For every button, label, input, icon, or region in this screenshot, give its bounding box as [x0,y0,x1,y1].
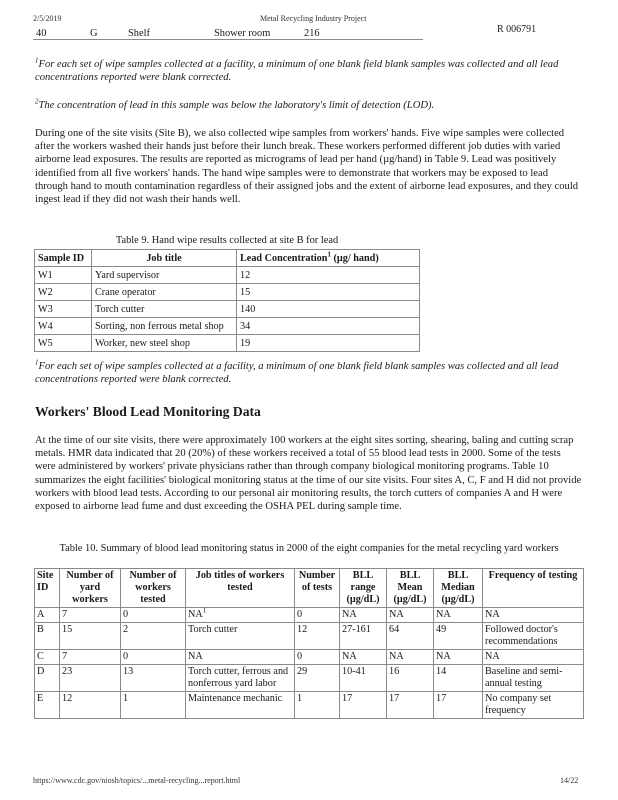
table-row: W5 Worker, new steel shop 19 [35,335,420,352]
table-row: B 15 2 Torch cutter 12 27-161 64 49 Followed doctor's recommendations [35,623,584,650]
table-row: E 12 1 Maintenance mechanic 1 17 17 17 No company set frequency [35,692,584,719]
paragraph-hand-wipes: During one of the site visits (Site B), we also collected wipe samples from workers' hands. Five wipe samples were collected after the workers washed their hands just before their lunch break. These workers performed different job duties with varied airborne lead exposures. The results are reported as micrograms of lead per hand (µg/hand) in Table 9. Lead was positively identified from all five workers' hands. The hand wipe samples were to demonstrate that workers may be exposed to lead through hand to mouth contamination regardless of their assigned jobs and the extent of airborne lead exposures, and they could ingest lead if they did not wash their hands well. [35,128,579,206]
table-row: W2 Crane operator 15 [35,284,420,301]
footer-page-number: 14/22 [560,776,579,785]
document-stamp: R 006791 [497,24,537,35]
column-header: Number of workers tested [121,569,186,608]
table-row: A 7 0 $NA^1$ 0 NA NA NA NA [35,608,584,623]
table-row: W3 Torch cutter 140 [35,301,420,318]
footer-url[interactable]: https://www.cdc.gov/niosh/topics/...metal-recycling...report.html [33,776,241,785]
table-10 [34,568,584,719]
table-10-caption: Table 10. Summary of blood lead monitoring status in 2000 of the eight companies for the metal recycling yard workers [59,543,559,554]
table-9-caption: Table 9. Hand wipe results collected at site B for lead [115,235,339,246]
footnote-lod: $^2$The concentration of lead in this sample was below the laboratory's limit of detection (LOD). [35,97,435,111]
column-header: Number of tests [295,569,340,608]
footnote-wipe-blank: $^1$For each set of wipe samples collected at a facility, a minimum of one blank field blank samples was collected and all lead concentrations reported were blank corrected. [35,56,559,84]
table-row: W1 Yard supervisor 12 [35,267,420,284]
column-header: BLL Mean (µg/dL) [387,569,434,608]
column-header: BLL Median (µg/dL) [434,569,483,608]
column-header: Job title [92,250,237,267]
column-header: Job titles of workers tested [186,569,295,608]
column-header: Frequency of testing [483,569,584,608]
table-row: W4 Sorting, non ferrous metal shop 34 [35,318,420,335]
column-header: Number of yard workers [60,569,121,608]
paragraph-blood-lead: At the time of our site visits, there were approximately 100 workers at the eight sites sorting, shearing, baling and cutting scrap metals. HMR data indicated that 20 (20%) of these workers received a total of 55 blood lead tests in 2000. Some of the tests were administered by workers' private physicians rather than through company biological monitoring programs. Table 10 summarizes the eight facilities' biological monitoring status at the time of our site visits. Four sites A, C, F and H did not provide workers with blood lead tests. According to our personal air monitoring results, the torch cutters of companies A and H were exposed to airborne lead fume and dust exceeding the OSHA PEL during sample time. [35,435,582,513]
column-header: BLL range (µg/dL) [340,569,387,608]
footnote-table-9: $^1$For each set of wipe samples collected at a facility, a minimum of one blank field blank samples was collected and all lead concentrations reported were blank corrected. [35,358,559,386]
header-date: 2/5/2019 [33,14,62,23]
column-header: Lead Concentration$^1$ (µg/ hand) [237,250,420,267]
header-title: Metal Recycling Industry Project [260,14,367,23]
table-row: 40 G Shelf Shower room 216 [33,28,423,40]
column-header: Site ID [35,569,60,608]
table-row: C 7 0 NA 0 NA NA NA NA [35,650,584,665]
table-8-fragment [33,28,423,40]
table-row: D 23 13 Torch cutter, ferrous and nonferrous yard labor 29 10-41 16 14 Baseline and semi-annual testing [35,665,584,692]
section-heading: Workers' Blood Lead Monitoring Data [35,404,261,419]
table-9 [34,249,420,352]
column-header: Sample ID [35,250,92,267]
